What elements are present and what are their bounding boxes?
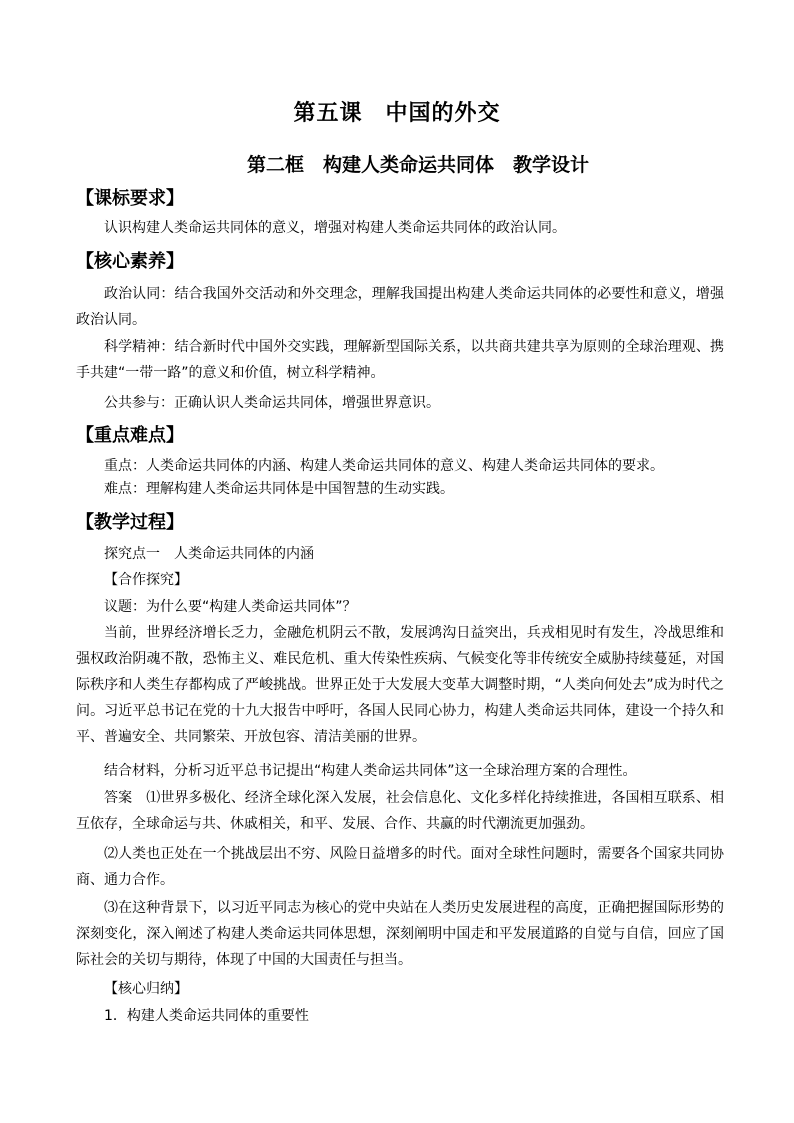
heading-literacy: 【核心素养】 [76,251,184,272]
coop-explore-label: 【合作探究】 [104,572,188,588]
literacy-political: 政治认同：结合我国外交活动和外交理念，理解我国提出构建人类命运共同体的必要性和意义，增强政治认同。 [76,286,724,328]
summary-item-1: 1．构建人类命运共同体的重要性 [104,1008,309,1024]
answer-part-2: ⑵人类也正处在一个挑战层出不穷、风险日益增多的时代。面对全球性问题时，需要各个国家共同协商、通力合作。 [76,846,724,888]
topic-question: 议题：为什么要“构建人类命运共同体”？ [104,599,357,615]
curriculum-text: 认识构建人类命运共同体的意义，增强对构建人类命运共同体的政治认同。 [104,220,566,236]
literacy-public: 公共参与：正确认识人类命运共同体，增强世界意识。 [104,395,440,411]
heading-curriculum: 【课标要求】 [76,188,184,209]
heading-process: 【教学过程】 [76,512,184,533]
literacy-scientific: 科学精神：结合新时代中国外交实践，理解新型国际关系，以共商共建共享为原则的全球治理观、携手共建“一带一路”的意义和价值，树立科学精神。 [76,339,724,381]
lesson-subtitle: 第二框 构建人类命运共同体 教学设计 [246,154,589,176]
material-text: 当前，世界经济增长乏力，金融危机阴云不散，发展鸿沟日益突出，兵戎相见时有发生，冷战思维和强权政治阴魂不散，恐怖主义、难民危机、重大传染性疾病、气候变化等非传统安全威胁持续蔓延，对国际秩序和人类生存都构成了严峻挑战。世界正处于大发展大变革大调整时期，“人类向何处去”成为时代之问。习近平总书记在党的十九大报告中呼吁，各国人民同心协力，构建人类命运共同体，建设一个持久和平、普遍安全、共同繁荣、开放包容、清洁美丽的世界。 [76,625,724,745]
difficult-point: 难点：理解构建人类命运共同体是中国智慧的生动实践。 [104,481,454,497]
analysis-question: 结合材料，分析习近平总书记提出“构建人类命运共同体”这一全球治理方案的合理性。 [104,763,637,779]
explore-point-1: 探究点一 人类命运共同体的内涵 [104,546,314,562]
heading-key-points: 【重点难点】 [76,425,184,446]
key-point: 重点：人类命运共同体的内涵、构建人类命运共同体的意义、构建人类命运共同体的要求。 [104,458,664,474]
answer-part-1: 答案 ⑴世界多极化、经济全球化深入发展，社会信息化、文化多样化持续推进，各国相互联系、相互依存，全球命运与共、休戚相关，和平、发展、合作、共赢的时代潮流更加强劲。 [76,790,724,832]
lesson-title: 第五课 中国的外交 [293,100,501,126]
core-summary-label: 【核心归纳】 [104,981,188,997]
answer-part-3: ⑶在这种背景下，以习近平同志为核心的党中央站在人类历史发展进程的高度，正确把握国际形势的深刻变化，深入阐述了构建人类命运共同体思想，深刻阐明中国走和平发展道路的自觉与自信，回应了国际社会的关切与期待，体现了中国的大国责任与担当。 [76,900,724,968]
